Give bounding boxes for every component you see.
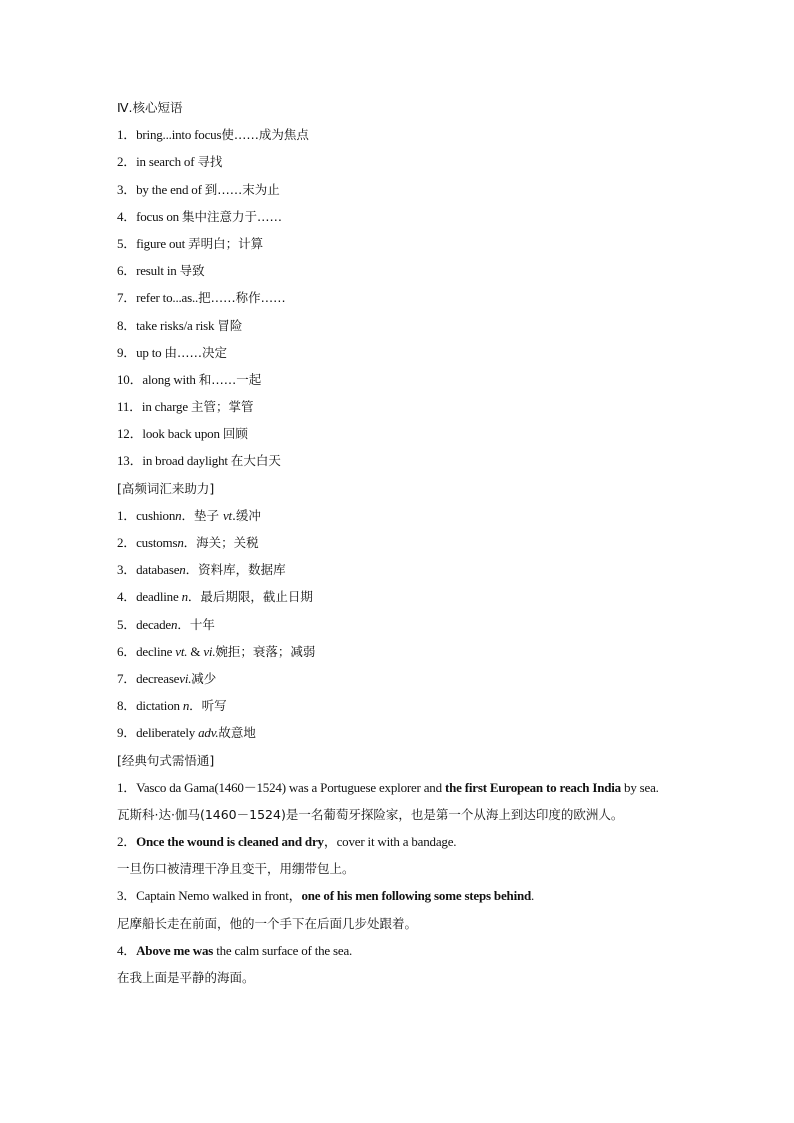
phrase-item: 2．in search of 寻找 xyxy=(117,154,223,170)
phrase-item: 5．figure out 弄明白；计算 xyxy=(117,235,264,251)
phrase-item: 3．by the end of 到……末为止 xyxy=(117,181,280,197)
sentence-zh: 在我上面是平静的海面。 xyxy=(117,970,255,986)
phrase-item: 10．along with 和……一起 xyxy=(117,371,262,387)
phrase-item: 12．look back upon 回顾 xyxy=(117,426,248,442)
sentence-zh: 一旦伤口被清理干净且变干，用绷带包上。 xyxy=(117,861,355,877)
vocab-item: 5．decaden．十年 xyxy=(117,616,215,632)
phrase-item: 11．in charge 主管；掌管 xyxy=(117,399,254,415)
sentence-zh: 尼摩船长走在前面，他的一个手下在后面几步处跟着。 xyxy=(117,915,418,931)
phrase-item: 7．refer to...as..把……称作…… xyxy=(117,290,286,306)
phrase-item: 1．bring...into focus使……成为焦点 xyxy=(117,127,309,143)
sentence-zh: 瓦斯科·达·伽马(1460－1524)是一名葡萄牙探险家，也是第一个从海上到达印度的欧洲人。 xyxy=(117,806,624,822)
phrase-item: 6．result in 导致 xyxy=(117,263,205,279)
vocab-item: 9．deliberately adv.故意地 xyxy=(117,725,256,741)
phrase-item: 13．in broad daylight 在大白天 xyxy=(117,453,281,469)
sentence-en: 4．Above me was the calm surface of the sea. xyxy=(117,942,353,958)
phrase-item: 8．take risks/a risk 冒险 xyxy=(117,317,243,333)
document-page xyxy=(117,94,679,991)
vocab-item: 4．deadline n．最后期限，截止日期 xyxy=(117,589,313,605)
vocab-item: 3．databasen．资料库，数据库 xyxy=(117,562,286,578)
section-heading-core-phrases: Ⅳ.核心短语 xyxy=(117,100,183,115)
sentence-en: 3．Captain Nemo walked in front，one of his men following some steps behind. xyxy=(117,888,535,904)
sentence-en: 1．Vasco da Gama(1460－1524) was a Portuguese explorer and the first European to reach India by sea. xyxy=(117,779,659,795)
sentence-en: 2．Once the wound is cleaned and dry，cover it with a bandage. xyxy=(117,834,457,850)
phrase-item: 9．up to 由……决定 xyxy=(117,344,228,360)
vocab-item: 6．decline vt. & vi.婉拒；衰落；减弱 xyxy=(117,643,316,659)
section-heading-vocab: [高频词汇来助力] xyxy=(117,480,215,496)
phrase-item: 4．focus on 集中注意力于…… xyxy=(117,208,282,224)
vocab-item: 2．customsn．海关；关税 xyxy=(117,535,259,550)
vocab-item: 1．cushionn．垫子 vt.缓冲 xyxy=(117,507,261,523)
section-heading-sentences: [经典句式需悟通] xyxy=(117,752,215,768)
vocab-item: 8．dictation n．听写 xyxy=(117,698,227,714)
vocab-item: 7．decreasevi.减少 xyxy=(117,670,217,686)
